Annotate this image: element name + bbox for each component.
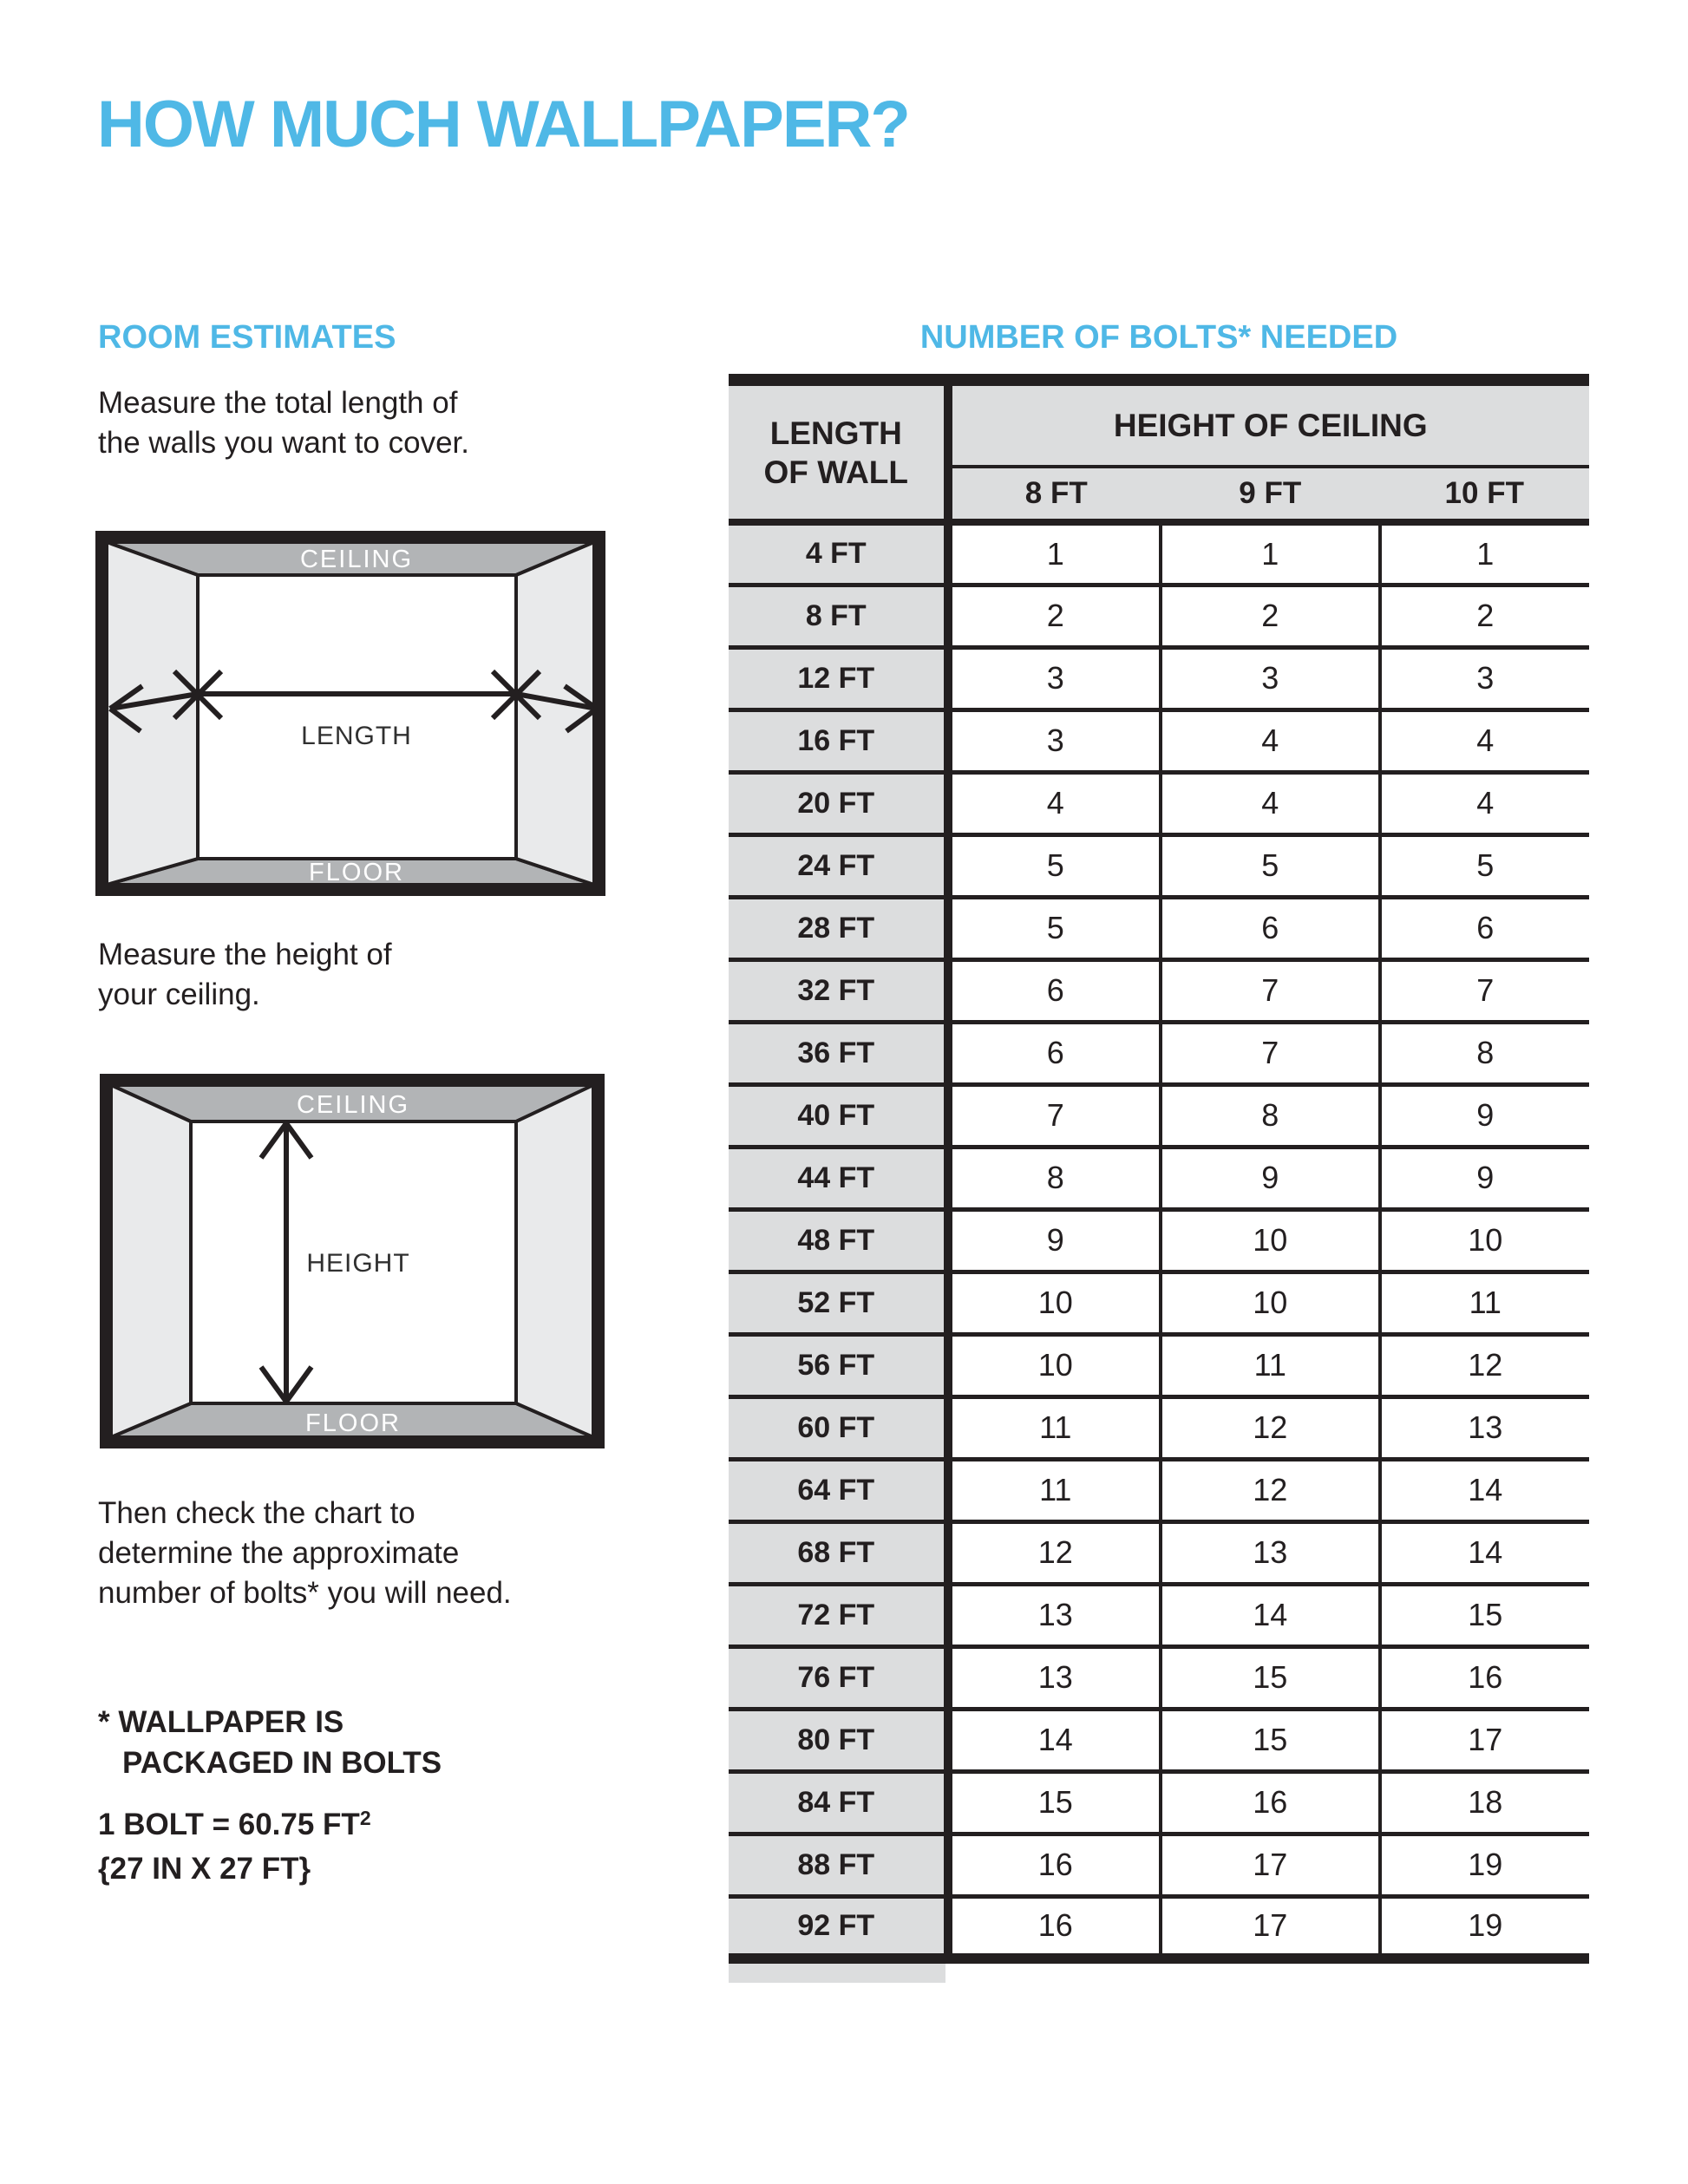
bolts-value-cell: 3	[1380, 647, 1589, 709]
table-row	[729, 1209, 1589, 1272]
bolts-value-cell: 16	[1161, 1771, 1380, 1834]
bolts-value-cell: 11	[948, 1396, 1161, 1459]
table-row	[729, 1084, 1589, 1147]
bolts-value-cell: 7	[1161, 1022, 1380, 1084]
bolts-value-cell: 2	[948, 585, 1161, 647]
bolt-dimensions: {27 IN X 27 FT}	[98, 1852, 311, 1886]
bolts-value-cell: 17	[1161, 1896, 1380, 1958]
bolts-value-cell: 12	[1161, 1396, 1380, 1459]
instruction-line: Measure the total length of	[98, 386, 458, 420]
bolts-value-cell: 17	[1380, 1709, 1589, 1771]
wall-length-cell: 40 FT	[729, 1084, 948, 1147]
wall-length-cell: 52 FT	[729, 1272, 948, 1334]
bolts-value-cell: 14	[1380, 1521, 1589, 1584]
column-header-8ft: 8 FT	[948, 467, 1161, 522]
right-wall-face	[516, 1085, 593, 1437]
wall-length-cell: 16 FT	[729, 709, 948, 772]
bolts-value-cell: 4	[1161, 772, 1380, 834]
bolts-footnote	[98, 1702, 442, 1783]
bolts-value-cell: 9	[1380, 1084, 1589, 1147]
wall-length-cell: 60 FT	[729, 1396, 948, 1459]
bolts-value-cell: 15	[1161, 1646, 1380, 1709]
bolts-value-cell: 14	[1161, 1584, 1380, 1646]
bolts-value-cell: 11	[948, 1459, 1161, 1521]
instruction-line: your ceiling.	[98, 978, 260, 1011]
wall-length-cell: 80 FT	[729, 1709, 948, 1771]
table-row	[729, 1896, 1589, 1958]
bolts-value-cell: 10	[1380, 1209, 1589, 1272]
room-height-diagram	[100, 1074, 605, 1448]
table-row	[729, 834, 1589, 897]
bolts-value-cell: 13	[1380, 1396, 1589, 1459]
wall-length-cell: 84 FT	[729, 1771, 948, 1834]
bolts-value-cell: 14	[1380, 1459, 1589, 1521]
bolts-value-cell: 6	[1161, 897, 1380, 959]
bolts-value-cell: 8	[948, 1147, 1161, 1209]
room-estimates-heading: ROOM ESTIMATES	[98, 319, 396, 356]
bolts-value-cell: 5	[1161, 834, 1380, 897]
wall-length-cell: 4 FT	[729, 522, 948, 585]
instruction-line: determine the approximate	[98, 1536, 460, 1570]
bolts-value-cell: 6	[948, 1022, 1161, 1084]
bolts-value-cell: 11	[1161, 1334, 1380, 1396]
instruction-measure-height	[98, 935, 392, 1015]
instruction-line: number of bolts* you will need.	[98, 1576, 512, 1610]
bolts-value-cell: 15	[1380, 1584, 1589, 1646]
wall-length-cell: 68 FT	[729, 1521, 948, 1584]
wall-length-cell: 44 FT	[729, 1147, 948, 1209]
bolts-value-cell: 16	[948, 1896, 1161, 1958]
wall-length-cell: 36 FT	[729, 1022, 948, 1084]
table-row	[729, 1709, 1589, 1771]
wall-length-cell: 88 FT	[729, 1834, 948, 1896]
bolts-value-cell: 18	[1380, 1771, 1589, 1834]
bolts-value-cell: 10	[948, 1272, 1161, 1334]
bolts-value-cell: 15	[1161, 1709, 1380, 1771]
bolts-value-cell: 14	[948, 1709, 1161, 1771]
table-row	[729, 1459, 1589, 1521]
bolts-value-cell: 12	[948, 1521, 1161, 1584]
bolts-value-cell: 2	[1161, 585, 1380, 647]
bolts-value-cell: 12	[1161, 1459, 1380, 1521]
bolts-value-cell: 7	[1161, 959, 1380, 1022]
footnote-line: PACKAGED IN BOLTS	[122, 1746, 442, 1780]
bolts-value-cell: 13	[948, 1646, 1161, 1709]
footnote-line: * WALLPAPER IS	[98, 1705, 344, 1739]
room-length-diagram	[95, 531, 605, 896]
table-row	[729, 1272, 1589, 1334]
bolt-size-info	[98, 1804, 371, 1889]
bolts-table-area	[729, 374, 1589, 1983]
length-of-wall-header: LENGTH OF WALL	[729, 380, 948, 522]
page-title: HOW MUCH WALLPAPER?	[97, 88, 909, 161]
wall-length-cell: 72 FT	[729, 1584, 948, 1646]
floor-label: FLOOR	[305, 1409, 401, 1437]
bolts-value-cell: 7	[948, 1084, 1161, 1147]
bolts-value-cell: 13	[948, 1584, 1161, 1646]
bolts-value-cell: 19	[1380, 1834, 1589, 1896]
bolts-value-cell: 15	[948, 1771, 1161, 1834]
wall-length-cell: 28 FT	[729, 897, 948, 959]
table-row	[729, 1834, 1589, 1896]
ceiling-label: CEILING	[299, 546, 414, 573]
instruction-line: Measure the height of	[98, 938, 392, 971]
table-header-row	[729, 380, 1589, 467]
ceiling-label: CEILING	[296, 1091, 410, 1119]
bolts-value-cell: 4	[1161, 709, 1380, 772]
bolts-value-cell: 3	[948, 709, 1161, 772]
wall-length-cell: 8 FT	[729, 585, 948, 647]
table-row	[729, 1396, 1589, 1459]
bolts-value-cell: 16	[1380, 1646, 1589, 1709]
instruction-check-chart	[98, 1494, 512, 1613]
bolts-value-cell: 17	[1161, 1834, 1380, 1896]
table-row	[729, 585, 1589, 647]
wall-length-cell: 92 FT	[729, 1896, 948, 1958]
bolts-value-cell: 5	[948, 897, 1161, 959]
table-row	[729, 1771, 1589, 1834]
bolts-value-cell: 7	[1380, 959, 1589, 1022]
table-footer-gray-stub	[729, 1964, 945, 1983]
wall-length-cell: 20 FT	[729, 772, 948, 834]
bolt-equation: 1 BOLT = 60.75 $FT^2$	[98, 1807, 371, 1841]
table-row	[729, 959, 1589, 1022]
bolts-table-heading: NUMBER OF BOLTS* NEEDED	[919, 319, 1398, 356]
table-row	[729, 1646, 1589, 1709]
table-row	[729, 647, 1589, 709]
wall-length-cell: 64 FT	[729, 1459, 948, 1521]
instruction-line: the walls you want to cover.	[98, 426, 469, 460]
table-row	[729, 522, 1589, 585]
bolts-value-cell: 3	[1161, 647, 1380, 709]
bolts-value-cell: 12	[1380, 1334, 1589, 1396]
left-wall-face	[111, 1085, 191, 1437]
bolts-value-cell: 3	[948, 647, 1161, 709]
wall-length-cell: 32 FT	[729, 959, 948, 1022]
length-label: LENGTH	[301, 722, 412, 750]
bolts-value-cell: 19	[1380, 1896, 1589, 1958]
height-label: HEIGHT	[306, 1249, 410, 1278]
bolts-value-cell: 2	[1380, 585, 1589, 647]
table-row	[729, 709, 1589, 772]
wall-length-cell: 76 FT	[729, 1646, 948, 1709]
table-row	[729, 1147, 1589, 1209]
bolts-value-cell: 5	[948, 834, 1161, 897]
bolts-value-cell: 1	[1380, 522, 1589, 585]
bolts-value-cell: 10	[1161, 1272, 1380, 1334]
table-row	[729, 897, 1589, 959]
wall-length-cell: 24 FT	[729, 834, 948, 897]
table-row	[729, 1334, 1589, 1396]
table-row	[729, 1584, 1589, 1646]
floor-label: FLOOR	[309, 859, 404, 886]
bolts-value-cell: 9	[1161, 1147, 1380, 1209]
bolts-value-cell: 8	[1380, 1022, 1589, 1084]
instruction-line: Then check the chart to	[98, 1496, 415, 1530]
bolts-value-cell: 8	[1161, 1084, 1380, 1147]
bolts-value-cell: 4	[1380, 709, 1589, 772]
wall-length-cell: 56 FT	[729, 1334, 948, 1396]
bolts-value-cell: 9	[948, 1209, 1161, 1272]
bolts-value-cell: 9	[1380, 1147, 1589, 1209]
table-row	[729, 1521, 1589, 1584]
bolts-value-cell: 6	[1380, 897, 1589, 959]
bolts-value-cell: 16	[948, 1834, 1161, 1896]
back-wall-face	[198, 575, 516, 859]
bolts-value-cell: 10	[948, 1334, 1161, 1396]
bolts-value-cell: 1	[1161, 522, 1380, 585]
column-header-10ft: 10 FT	[1380, 467, 1589, 522]
wall-length-cell: 48 FT	[729, 1209, 948, 1272]
wall-length-cell: 12 FT	[729, 647, 948, 709]
right-wall-face	[516, 542, 594, 885]
bolts-value-cell: 1	[948, 522, 1161, 585]
superscript-two: 2	[359, 1807, 371, 1829]
bolts-table	[729, 374, 1589, 1964]
height-of-ceiling-header: HEIGHT OF CEILING	[948, 380, 1589, 467]
table-row	[729, 1022, 1589, 1084]
column-header-9ft: 9 FT	[1161, 467, 1380, 522]
instruction-measure-length	[98, 383, 469, 463]
bolts-value-cell: 5	[1380, 834, 1589, 897]
bolts-value-cell: 4	[1380, 772, 1589, 834]
bolts-value-cell: 6	[948, 959, 1161, 1022]
bolts-value-cell: 13	[1161, 1521, 1380, 1584]
bolts-value-cell: 11	[1380, 1272, 1589, 1334]
table-row	[729, 772, 1589, 834]
bolts-value-cell: 10	[1161, 1209, 1380, 1272]
bolts-value-cell: 4	[948, 772, 1161, 834]
